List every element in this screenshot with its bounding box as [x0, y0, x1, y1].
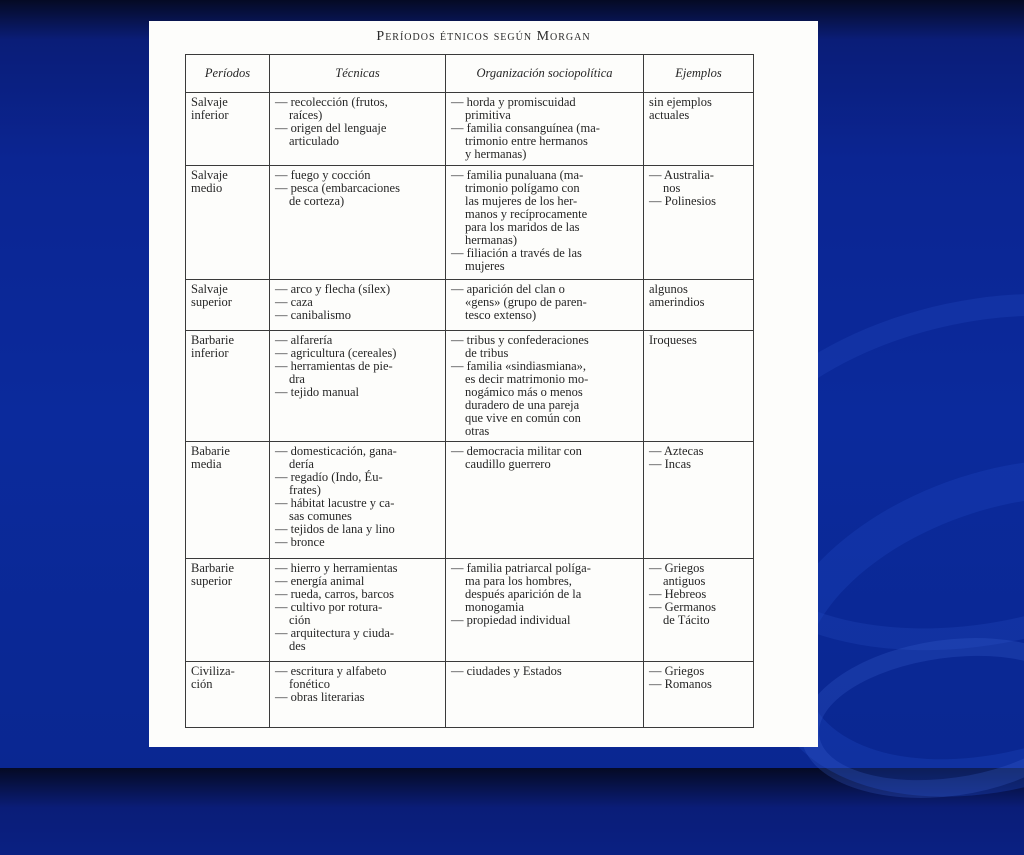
- cell-line: — agricultura (cereales): [275, 346, 397, 360]
- cell-line: — Hebreos: [649, 587, 707, 601]
- cell-line: — bronce: [275, 535, 325, 549]
- cell-line: actuales: [649, 108, 690, 122]
- cell-line: para los maridos de las: [465, 220, 580, 234]
- examples-cell: [644, 662, 754, 728]
- techniques-cell: [270, 331, 446, 442]
- cell-line: Iroqueses: [649, 333, 697, 347]
- cell-line: — Aztecas: [649, 444, 704, 458]
- cell-line: — Romanos: [649, 677, 712, 691]
- organization-cell: [446, 442, 644, 559]
- cell-line: — arco y flecha (sílex): [275, 282, 391, 296]
- table-header-row: [186, 55, 754, 93]
- cell-line: — rueda, carros, barcos: [275, 587, 395, 601]
- organization-cell: [446, 280, 644, 331]
- cell-line: y hermanas): [465, 147, 527, 161]
- cell-line: — arquitectura y ciuda-: [275, 626, 395, 640]
- cell-line: nogámico más o menos: [465, 385, 583, 399]
- cell-line: es decir matrimonio mo-: [465, 372, 589, 386]
- cell-line: dra: [289, 372, 305, 386]
- cell-line: — Incas: [649, 457, 691, 471]
- cell-line: que vive en común con: [465, 411, 581, 425]
- examples-cell: [644, 559, 754, 662]
- morgan-periods-table: [185, 54, 754, 728]
- cell-line: raíces): [289, 108, 323, 122]
- period-cell: [186, 442, 270, 559]
- cell-line: media: [191, 457, 222, 471]
- period-cell: [186, 331, 270, 442]
- cell-line: — cultivo por rotura-: [275, 600, 383, 614]
- cell-line: fonético: [289, 677, 330, 691]
- techniques-cell: [270, 559, 446, 662]
- cell-line: — tejido manual: [275, 385, 360, 399]
- cell-line: — regadío (Indo, Éu-: [275, 470, 383, 484]
- cell-line: — obras literarias: [275, 690, 365, 704]
- header-organizacion: Organización sociopolítica: [446, 55, 644, 93]
- table-row: [186, 662, 754, 728]
- cell-line: — Griegos: [649, 561, 705, 575]
- cell-line: des: [289, 639, 306, 653]
- cell-line: sin ejemplos: [649, 95, 712, 109]
- cell-line: las mujeres de los her-: [465, 194, 578, 208]
- table-row: [186, 331, 754, 442]
- organization-cell: [446, 166, 644, 280]
- cell-line: — pesca (embarcaciones: [275, 181, 400, 195]
- techniques-cell: [270, 662, 446, 728]
- cell-line: Salvaje: [191, 168, 228, 182]
- cell-line: trimonio entre hermanos: [465, 134, 588, 148]
- organization-cell: [446, 662, 644, 728]
- cell-line: — fuego y cocción: [275, 168, 371, 182]
- organization-cell: [446, 559, 644, 662]
- cell-line: — hierro y herramientas: [275, 561, 398, 575]
- cell-line: caudillo guerrero: [465, 457, 551, 471]
- header-tecnicas: Técnicas: [270, 55, 446, 93]
- table-row: [186, 442, 754, 559]
- cell-line: monogamia: [465, 600, 525, 614]
- cell-line: dería: [289, 457, 314, 471]
- cell-line: — herramientas de pie-: [275, 359, 393, 373]
- cell-line: — tejidos de lana y lino: [275, 522, 395, 536]
- cell-line: — horda y promiscuidad: [451, 95, 576, 109]
- cell-line: sas comunes: [289, 509, 352, 523]
- cell-line: — democracia militar con: [451, 444, 582, 458]
- cell-line: inferior: [191, 108, 229, 122]
- cell-line: — aparición del clan o: [451, 282, 565, 296]
- cell-line: Barbarie: [191, 333, 235, 347]
- document-title: Períodos étnicos según Morgan: [376, 29, 591, 44]
- cell-line: — canibalismo: [275, 308, 352, 322]
- examples-cell: [644, 280, 754, 331]
- examples-cell: [644, 442, 754, 559]
- cell-line: articulado: [289, 134, 339, 148]
- table-row: [186, 280, 754, 331]
- cell-line: de Tácito: [663, 613, 710, 627]
- cell-line: — alfarería: [275, 333, 333, 347]
- cell-line: primitiva: [465, 108, 511, 122]
- period-cell: [186, 662, 270, 728]
- cell-line: medio: [191, 181, 223, 195]
- cell-line: Barbarie: [191, 561, 235, 575]
- cell-line: — propiedad individual: [451, 613, 571, 627]
- cell-line: Salvaje: [191, 282, 228, 296]
- cell-line: «gens» (grupo de paren-: [465, 295, 587, 309]
- cell-line: ción: [191, 677, 213, 691]
- header-periodos: Períodos: [186, 55, 270, 93]
- cell-line: — Australia-: [649, 168, 714, 182]
- cell-line: — familia «sindiasmiana»,: [451, 359, 587, 373]
- cell-line: manos y recíprocamente: [465, 207, 588, 221]
- cell-line: — energía animal: [275, 574, 365, 588]
- background-swoosh: [791, 620, 1024, 816]
- cell-line: nos: [663, 181, 681, 195]
- cell-line: duradero de una pareja: [465, 398, 580, 412]
- cell-line: algunos: [649, 282, 688, 296]
- cell-line: — Germanos: [649, 600, 716, 614]
- cell-line: — Polinesios: [649, 194, 717, 208]
- cell-line: de tribus: [465, 346, 509, 360]
- cell-line: — filiación a través de las: [451, 246, 582, 260]
- cell-line: — caza: [275, 295, 313, 309]
- organization-cell: [446, 331, 644, 442]
- cell-line: — tribus y confederaciones: [451, 333, 589, 347]
- cell-line: Salvaje: [191, 95, 228, 109]
- cell-line: hermanas): [465, 233, 518, 247]
- techniques-cell: [270, 93, 446, 166]
- cell-line: — recolección (frutos,: [275, 95, 388, 109]
- examples-cell: [644, 93, 754, 166]
- cell-line: otras: [465, 424, 490, 438]
- cell-line: — ciudades y Estados: [451, 664, 562, 678]
- cell-line: — familia patriarcal políga-: [451, 561, 591, 575]
- cell-line: Babarie: [191, 444, 230, 458]
- cell-line: — domesticación, gana-: [275, 444, 397, 458]
- cell-line: — familia punaluana (ma-: [451, 168, 584, 182]
- cell-line: — escritura y alfabeto: [275, 664, 387, 678]
- cell-line: superior: [191, 295, 232, 309]
- cell-line: amerindios: [649, 295, 705, 309]
- cell-line: — Griegos: [649, 664, 705, 678]
- cell-line: — familia consanguínea (ma-: [451, 121, 600, 135]
- period-cell: [186, 559, 270, 662]
- organization-cell: [446, 93, 644, 166]
- cell-line: ción: [289, 613, 311, 627]
- table-row: [186, 559, 754, 662]
- cell-line: Civiliza-: [191, 664, 235, 678]
- period-cell: [186, 93, 270, 166]
- period-cell: [186, 166, 270, 280]
- cell-line: superior: [191, 574, 232, 588]
- cell-line: de corteza): [289, 194, 345, 208]
- table-row: [186, 166, 754, 280]
- techniques-cell: [270, 442, 446, 559]
- header-ejemplos: Ejemplos: [644, 55, 754, 93]
- examples-cell: [644, 331, 754, 442]
- cell-line: antiguos: [663, 574, 706, 588]
- techniques-cell: [270, 280, 446, 331]
- cell-line: frates): [289, 483, 321, 497]
- scanned-page: [149, 21, 818, 747]
- cell-line: — hábitat lacustre y ca-: [275, 496, 395, 510]
- cell-line: tesco extenso): [465, 308, 537, 322]
- period-cell: [186, 280, 270, 331]
- cell-line: ma para los hombres,: [465, 574, 572, 588]
- techniques-cell: [270, 166, 446, 280]
- cell-line: trimonio polígamo con: [465, 181, 580, 195]
- cell-line: mujeres: [465, 259, 505, 273]
- cell-line: — origen del lenguaje: [275, 121, 387, 135]
- table-row: [186, 93, 754, 166]
- cell-line: después aparición de la: [465, 587, 582, 601]
- examples-cell: [644, 166, 754, 280]
- cell-line: inferior: [191, 346, 229, 360]
